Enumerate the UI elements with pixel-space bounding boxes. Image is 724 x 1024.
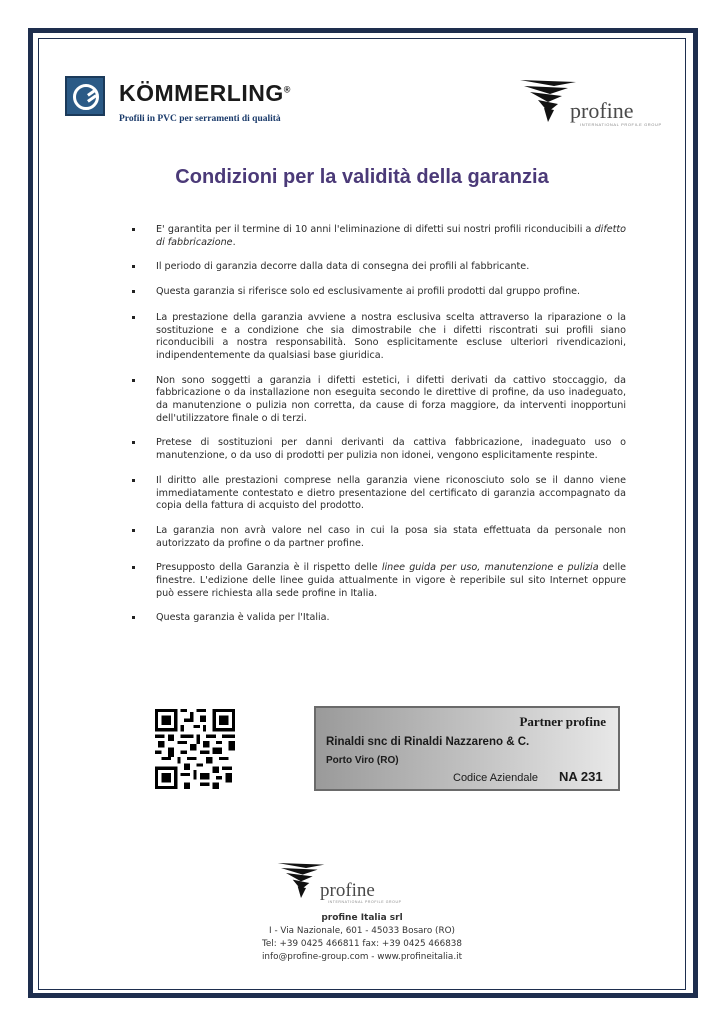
- profine-tagline: INTERNATIONAL PROFILE GROUP: [328, 900, 402, 904]
- list-item: Il periodo di garanzia decorre dalla data di consegna dei profili al fabbricante.: [132, 261, 626, 274]
- list-item: Pretese di sostituzioni per danni derivanti da cattiva fabbricazione, inadeguato uso o manutenzione, o da uso di prodotti per pulizia non idonei, vengono esplicitamente respinte.: [132, 437, 626, 462]
- company-code-value: NA 231: [559, 769, 603, 784]
- partner-name: Rinaldi snc di Rinaldi Nazzareno & C.: [326, 736, 530, 748]
- kommerling-brand-name: KÖMMERLING®: [119, 80, 291, 106]
- page-title: Condizioni per la validità della garanzia: [175, 166, 549, 188]
- list-item: Questa garanzia si riferisce solo ed esclusivamente ai profili prodotti dal gruppo profine.: [132, 286, 626, 299]
- kommerling-tagline: Profili in PVC per serramenti di qualità: [119, 114, 281, 124]
- qr-code-icon[interactable]: [155, 709, 235, 789]
- footer-web[interactable]: info@profine-group.com - www.profineitalia.it: [261, 952, 463, 962]
- profine-logo-bottom: [270, 856, 410, 906]
- list-item: Non sono soggetti a garanzia i difetti estetici, i difetti derivati da cattivo stoccaggio, da fabbricazione o da installazione non eseguita secondo le direttive di profine, da uso inadeguato, da manutenzione o pulizia non corretta, da cause di forza maggiore, da interventi inopportuni dell'utilizzatore finale o di terzi.: [132, 375, 626, 426]
- list-item: E' garantita per il termine di 10 anni l'eliminazione di difetti sui nostri profili riconducibili a difetto di fabbricazione.: [132, 224, 626, 249]
- list-item: La garanzia non avrà valore nel caso in cui la posa sia stata effettuata da personale non autorizzato da profine o da partner profine.: [132, 525, 626, 550]
- partner-city: Porto Viro (RO): [326, 755, 399, 766]
- list-item: La prestazione della garanzia avviene a nostra esclusiva scelta attraverso la riparazione o la sostituzione e a condizione che sia dimostrabile che i difetti riscontrati sui profili siano riconducibili a nostra responsabilità. Sono esplicitamente escluse ulteriori rivendicazioni, indipendentemente da qualsiasi base giuridica.: [132, 312, 626, 363]
- profine-tagline: INTERNATIONAL PROFILE GROUP: [580, 122, 662, 127]
- conditions-list: [132, 224, 626, 625]
- profine-logo-top: [518, 72, 662, 132]
- partner-box: [314, 706, 620, 791]
- footer-company: profine Italia srl: [321, 913, 403, 923]
- footer-address: I - Via Nazionale, 601 - 45033 Bosaro (RO): [269, 926, 455, 936]
- list-item: Il diritto alle prestazioni comprese nella garanzia viene riconosciuto solo se il danno viene immediatamente contestato e dietro presentazione del certificato di garanzia accompagnato da copia della fattura di acquisto del prodotto.: [132, 475, 626, 513]
- profine-wordmark: profine: [320, 880, 375, 901]
- list-item: Questa garanzia è valida per l'Italia.: [132, 612, 626, 625]
- footer-phone: Tel: +39 0425 466811 fax: +39 0425 466838: [262, 939, 462, 949]
- kommerling-logo-icon: [65, 76, 105, 116]
- profine-logo-icon: [518, 72, 578, 124]
- list-item: Presupposto della Garanzia è il rispetto delle linee guida per uso, manutenzione e pulizia delle finestre. L'edizione delle linee guida attualmente in vigore è reperibile sul sito Internet oppure può essere richiesta alla sede profine in Italia.: [132, 562, 626, 600]
- partner-title: Partner profine: [519, 714, 606, 729]
- profine-wordmark: profine: [570, 98, 634, 123]
- company-code-label: Codice Aziendale: [453, 772, 539, 784]
- profine-logo-icon: [276, 856, 326, 900]
